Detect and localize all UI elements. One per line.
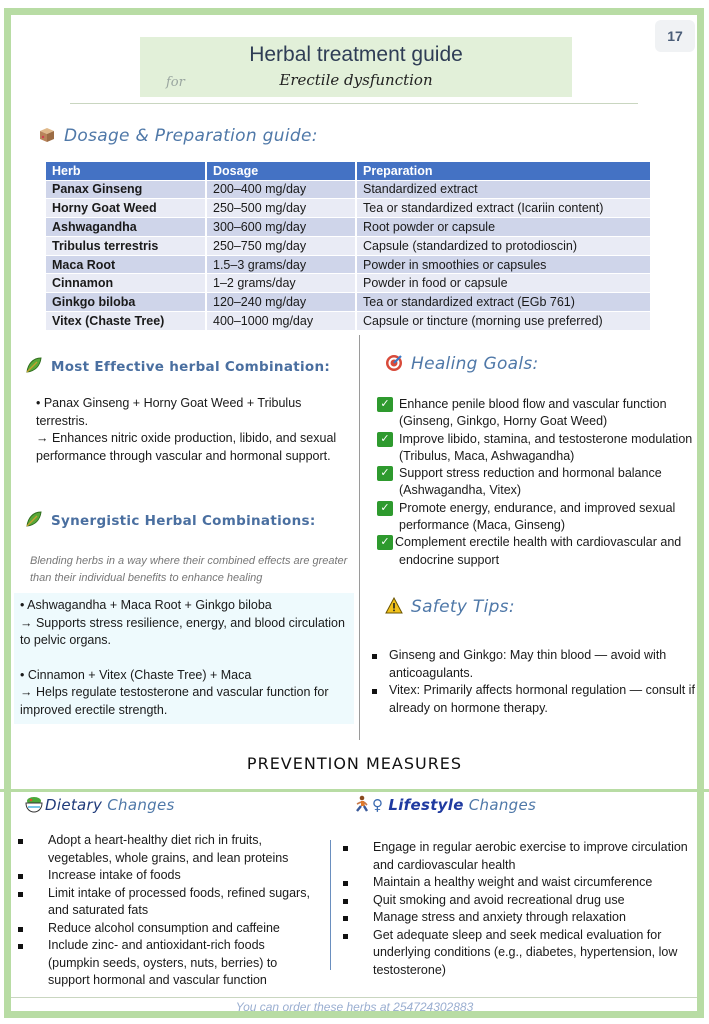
dosage-cell: 200–400 mg/day [206,180,356,199]
dietary-item: Reduce alcohol consumption and caffeine [18,920,318,938]
dosage-cell: 400–1000 mg/day [206,312,356,331]
dosage-heading [38,126,318,146]
bullet-icon [343,934,348,939]
dietary-item: Include zinc- and antioxidant-rich foods (pumpkin seeds, oysters, nuts, berries) to support hormonal and vascular function [18,937,318,990]
page-subtitle: Erectile dysfunction [279,71,433,89]
title-prefix: for [166,75,185,90]
preparation-cell: Root powder or capsule [356,218,651,237]
goal-item: ✓ Promote energy, endurance, and improved sexual performance (Maca, Ginseng) [377,500,697,535]
safety-tips-heading [385,597,515,617]
preparation-cell: Capsule (standardized to protodioscin) [356,236,651,255]
lifestyle-heading-strong: Lifestyle [388,796,464,814]
goal-item: ✓ Support stress reduction and hormonal balance (Ashwagandha, Vitex) [377,465,697,500]
preparation-cell: Standardized extract [356,180,651,199]
dosage-table [46,162,652,330]
female-sign-icon: ♀ [372,796,384,814]
bullet-icon [18,839,23,844]
warning-icon [385,597,403,615]
bullet-icon [343,846,348,851]
herb-cell: Ashwagandha [46,218,206,237]
leaf-icon [25,510,43,528]
table-row [46,274,651,293]
healing-goals-list [377,396,697,569]
preparation-cell: Tea or standardized extract (Icariin content) [356,199,651,218]
herb-cell: Panax Ginseng [46,180,206,199]
box-icon [38,126,56,144]
checkmark-icon: ✓ [377,535,393,550]
healing-goals-heading-text: Healing Goals: [411,354,539,374]
lifestyle-heading [352,795,536,814]
dietary-item: Adopt a heart-healthy diet rich in fruits, vegetables, whole grains, and lean proteins [18,832,318,867]
lifestyle-item: Quit smoking and avoid recreational drug use [343,892,688,910]
column-header-dosage: Dosage [206,162,356,180]
herb-cell: Ginkgo biloba [46,293,206,312]
bullet-icon [372,654,377,659]
running-woman-icon [352,795,370,813]
bullet-icon [18,874,23,879]
dietary-list [18,832,318,990]
dietary-heading-strong: Dietary [45,796,103,814]
goal-item: ✓ Improve libido, stamina, and testosterone modulation (Tribulus, Maca, Ashwagandha) [377,431,697,466]
table-row [46,312,651,331]
checkmark-icon: ✓ [377,432,393,447]
lifestyle-heading-rest: Changes [468,796,537,814]
page-number-badge: 17 [655,20,695,52]
goal-item: ✓ Enhance penile blood flow and vascular function (Ginseng, Ginkgo, Horny Goat Weed) [377,396,697,431]
page-title: Herbal treatment guide [249,43,463,66]
prevention-title: PREVENTION MEASURES [246,754,463,773]
dosage-cell: 1.5–3 grams/day [206,255,356,274]
dosage-cell: 120–240 mg/day [206,293,356,312]
salad-icon [25,795,43,813]
bullet-icon [18,944,23,949]
bullet-icon [343,881,348,886]
column-header-preparation: Preparation [356,162,651,180]
synergy-note: Blending herbs in a way where their combined effects are greater than their individual benefits to enhance healing [30,555,348,584]
checkmark-icon: ✓ [377,501,393,516]
title-banner [140,37,572,97]
goal-item: ✓ Complement erectile health with cardiovascular and endocrine support [377,534,697,569]
dosage-cell: 250–500 mg/day [206,199,356,218]
lifestyle-item: Maintain a healthy weight and waist circumference [343,874,688,892]
safety-tip-item: Ginseng and Ginkgo: May thin blood — avoid with anticoagulants. [372,647,697,682]
most-effective-body [36,395,348,465]
preparation-cell: Powder in smoothies or capsules [356,255,651,274]
target-icon [385,354,403,372]
synergy-item [20,597,350,650]
most-effective-heading [25,356,330,375]
herb-cell: Cinnamon [46,274,206,293]
dietary-heading [25,795,175,814]
table-row [46,293,651,312]
bullet-icon [18,892,23,897]
leaf-icon [25,356,43,374]
safety-tips-list [372,647,697,717]
footer-order-text: You can order these herbs at 254724302883 [235,1000,474,1014]
bullet-icon [18,927,23,932]
combo-text: • Cinnamon + Vitex (Chaste Tree) + Maca [20,667,252,682]
checkmark-icon: ✓ [377,466,393,481]
synergistic-heading [25,510,316,529]
prevention-divider [0,789,709,792]
preparation-cell: Tea or standardized extract (EGb 761) [356,293,651,312]
footer-divider [11,997,697,998]
dosage-cell: 300–600 mg/day [206,218,356,237]
dietary-heading-rest: Changes [107,796,175,814]
herb-cell: Horny Goat Weed [46,199,206,218]
herb-cell: Maca Root [46,255,206,274]
table-row [46,255,651,274]
combo-text: • Ashwagandha + Maca Root + Ginkgo biloba [20,598,272,612]
column-divider [359,335,360,740]
healing-goals-heading [385,354,539,374]
title-divider [70,103,638,104]
benefit-text: → Helps regulate testosterone and vascular function for improved erectile strength. [20,685,329,717]
table-row [46,236,651,255]
column-header-herb: Herb [46,162,206,180]
benefit-text: → Enhances nitric oxide production, libido, and sexual performance through vascular and hormonal support. [36,431,337,463]
table-row [46,218,651,237]
preparation-cell: Powder in food or capsule [356,274,651,293]
synergy-items [20,597,350,719]
dosage-heading-text: Dosage & Preparation guide: [64,126,318,146]
bullet-icon [343,916,348,921]
prevention-column-divider [330,840,331,970]
lifestyle-item: Manage stress and anxiety through relaxation [343,909,688,927]
safety-tips-heading-text: Safety Tips: [411,597,515,617]
dosage-cell: 250–750 mg/day [206,236,356,255]
lifestyle-item: Engage in regular aerobic exercise to improve circulation and cardiovascular health [343,839,688,874]
checkmark-icon: ✓ [377,397,393,412]
dosage-cell: 1–2 grams/day [206,274,356,293]
herb-cell: Vitex (Chaste Tree) [46,312,206,331]
dietary-item: Limit intake of processed foods, refined sugars, and saturated fats [18,885,318,920]
safety-tip-item: Vitex: Primarily affects hormonal regulation — consult if already on hormone therapy. [372,682,697,717]
most-effective-heading-text: Most Effective herbal Combination: [51,359,331,375]
synergistic-heading-text: Synergistic Herbal Combinations: [51,513,316,529]
table-row [46,199,651,218]
synergy-item [20,667,350,720]
table-header-row [46,162,651,180]
lifestyle-list [343,839,688,979]
dietary-item: Increase intake of foods [18,867,318,885]
bullet-icon [343,899,348,904]
benefit-text: → Supports stress resilience, energy, and blood circulation to pelvic organs. [20,615,345,647]
combo-text: • Panax Ginseng + Horny Goat Weed + Tribulus terrestris. [36,396,302,428]
table-row [46,180,651,199]
preparation-cell: Capsule or tincture (morning use preferred) [356,312,651,331]
bullet-icon [372,689,377,694]
herb-cell: Tribulus terrestris [46,236,206,255]
lifestyle-item: Get adequate sleep and seek medical evaluation for underlying conditions (e.g., diabetes, hypertension, low testosterone) [343,927,688,980]
